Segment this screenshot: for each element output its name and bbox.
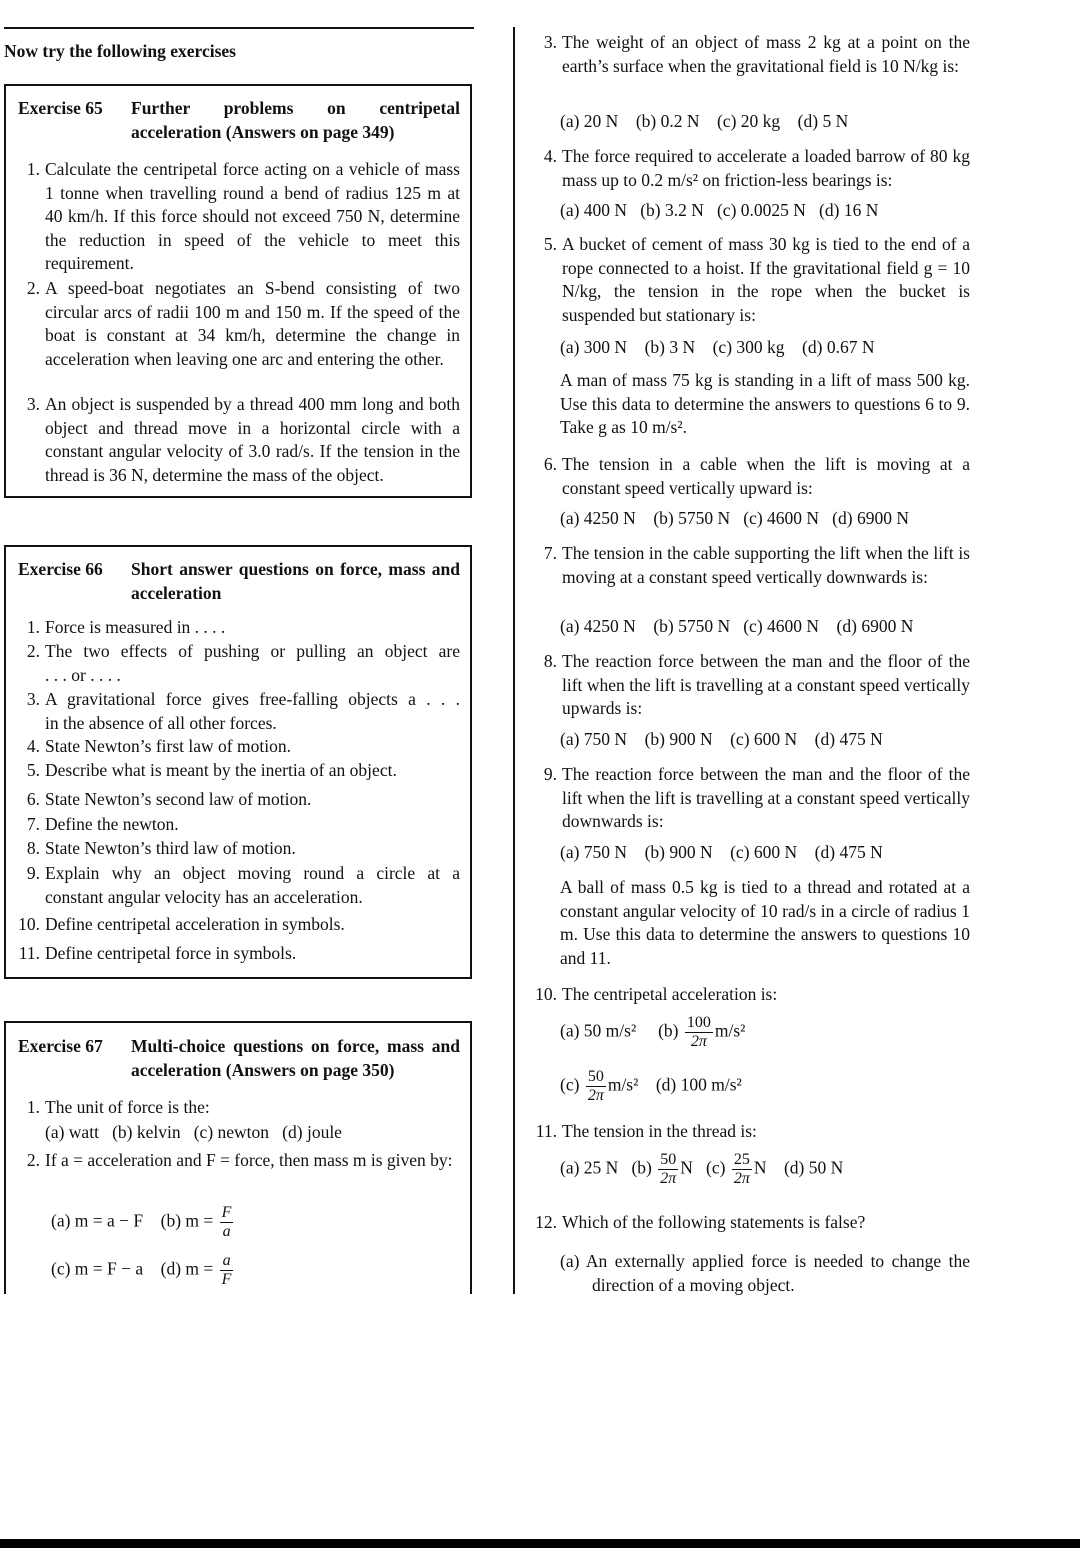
question-3-options: (a) 20 N (b) 0.2 N (c) 20 kg (d) 5 N	[560, 111, 849, 131]
question-5-options: (a) 300 N (b) 3 N (c) 300 kg (d) 0.67 N	[560, 337, 875, 357]
page-heading: Now try the following exercises	[4, 41, 236, 61]
bottom-bar	[0, 1539, 1080, 1548]
ball-intro: A ball of mass 0.5 kg is tied to a thread and rotated at a constant angular velocity of 10 rad/s in a circle of radius 1 m. Use this data to determine the answers to questions 10 and 11.	[560, 877, 970, 968]
exercise-number: Exercise 65	[18, 98, 103, 118]
question-7-options: (a) 4250 N (b) 5750 N (c) 4600 N (d) 6900 N	[560, 616, 914, 636]
exercise-66-box: Exercise 66 Short answer questions on force, mass and acceleration 1. Force is measured in . . . . 2. The two effects of pushing or pulling an object are . . . or . . . . 3. A gravitational force gives free-falling objects a . . . in the absence of all other forces. 4. State Newton’s first law of motion. 5. Describe what is meant by the inertia of an object. 6. State Newton’s second law of motion. 7. Define the newton. 8. State Newton’s third law of motion. 9. Explain why an object moving round a circle at a constant angular velocity has an acceleration. 10. Define centripetal acceleration in symbols. 11. Define centripetal force in symbols.	[4, 545, 472, 979]
exercise-heading: Multi-choice questions on force, mass and acceleration (Answers on page 350)	[131, 1036, 460, 1080]
exercise-number: Exercise 66	[18, 559, 103, 579]
question-6-options: (a) 4250 N (b) 5750 N (c) 4600 N (d) 6900 N	[560, 508, 909, 528]
ex67-q2-options-cd: (c) m = F − a (d) m = $\frac{a}{F}$	[51, 1252, 232, 1288]
question-4-options: (a) 400 N (b) 3.2 N (c) 0.0025 N (d) 16 N	[560, 200, 879, 220]
exercise-67-box: Exercise 67 Multi-choice questions on force, mass and acceleration (Answers on page 350) 1. The unit of force is the: (a) watt (b) kelvin (c) newton (d) joule 2. If a = acceleration and F = force, then mass m is given by: (a) m = a − F (b) m = $\frac{F}{a}$ (c) m = F − a (d) m = $\frac{a}{F}$	[4, 1021, 472, 1294]
exercise-heading: Short answer questions on force, mass and acceleration	[131, 559, 460, 603]
lift-intro: A man of mass 75 kg is standing in a lift of mass 500 kg. Use this data to determine the answers to questions 6 to 9. Take g as 10 m/s².	[560, 370, 970, 437]
column-divider	[513, 27, 515, 1294]
exercise-heading: Further problems on centripetal acceleration (Answers on page 349)	[131, 98, 460, 142]
exercise-number: Exercise 67	[18, 1036, 103, 1056]
question-8-options: (a) 750 N (b) 900 N (c) 600 N (d) 475 N	[560, 729, 883, 749]
top-rule	[4, 27, 474, 29]
question-12-option-a: (a) An externally applied force is needed to change the direction of a moving object.	[560, 1251, 970, 1295]
question-10-options-ab: (a) 50 m/s² (b) $\frac{100}{2\pi}$ m/s²	[560, 1014, 746, 1050]
question-9-options: (a) 750 N (b) 900 N (c) 600 N (d) 475 N	[560, 842, 883, 862]
ex67-q2-options-ab: (a) m = a − F (b) m = $\frac{F}{a}$	[51, 1204, 232, 1240]
question-10-options-cd: (c) $\frac{50}{2\pi}$ m/s² (d) 100 m/s²	[560, 1068, 742, 1104]
question-11-options: (a) 25 N (b) $\frac{50}{2\pi}$ N (c) $\frac{25}{2\pi}$ N (d) 50 N	[560, 1151, 844, 1187]
exercise-65-box: Exercise 65 Further problems on centripetal acceleration (Answers on page 349) 1. Calculate the centripetal force acting on a vehicle of mass 1 tonne when travelling round a bend of radius 125 m at 40 km/h. If this force should not exceed 750 N, determine the reduction in speed of the vehicle to meet this requirement. 2. A speed-boat negotiates an S-bend consisting of two circular arcs of radii 100 m and 150 m. If the speed of the boat is constant at 34 km/h, determine the change in acceleration when leaving one arc and entering the other. 3. An object is suspended by a thread 400 mm long and both object and thread move in a horizontal circle with a constant angular velocity of 3.0 rad/s. If the tension in the thread is 36 N, determine the mass of the object.	[4, 84, 472, 498]
